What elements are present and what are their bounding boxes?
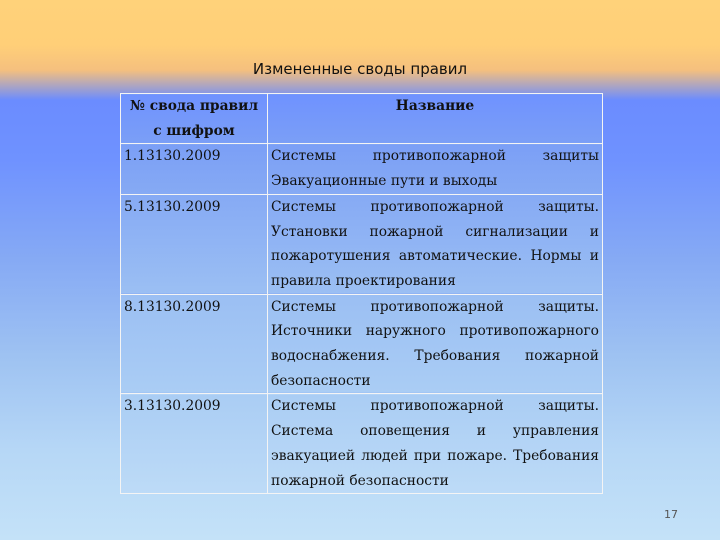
rule-name: Системы противопожарной защиты. Источники наружного противопожарного водоснабжения. Требования пожарной безопасности [268, 294, 603, 394]
table-row [121, 194, 603, 294]
rule-code: 3.13130.2009 [121, 394, 268, 494]
table-row [121, 144, 603, 194]
rule-code: 5.13130.2009 [121, 194, 268, 294]
rule-name: Системы противопожарной защиты Эвакуационные пути и выходы [268, 144, 603, 194]
rules-table [120, 93, 603, 494]
header-code: № свода правил с шифром [121, 94, 268, 144]
header-name: Название [268, 94, 603, 144]
table-row [121, 394, 603, 494]
rule-name: Системы противопожарной защиты. Система оповещения и управления эвакуацией людей при пожаре. Требования пожарной безопасности [268, 394, 603, 494]
table-row [121, 294, 603, 394]
table-header-row [121, 94, 603, 144]
rule-code: 1.13130.2009 [121, 144, 268, 194]
page-number: 17 [664, 508, 678, 521]
rule-name: Системы противопожарной защиты. Установки пожарной сигнализации и пожаротушения автоматические. Нормы и правила проектирования [268, 194, 603, 294]
slide-title: Измененные своды правил [252, 60, 468, 78]
rule-code: 8.13130.2009 [121, 294, 268, 394]
